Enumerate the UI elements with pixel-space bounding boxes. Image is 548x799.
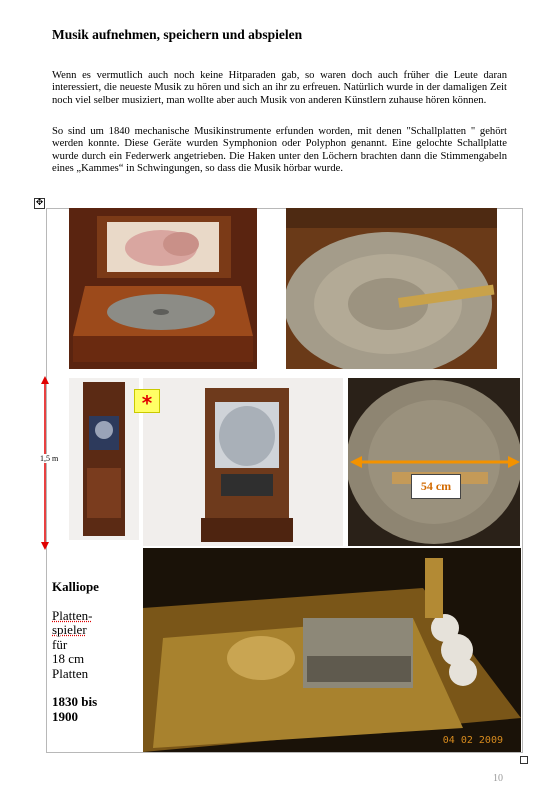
- caption-title: Kalliope: [52, 579, 99, 594]
- table-resize-handle[interactable]: [520, 756, 528, 764]
- caption-line-1: Platten-: [52, 607, 93, 623]
- kalliope-caption: [52, 580, 99, 724]
- caption-years-1: 1830 bis: [52, 694, 98, 709]
- page-number: 10: [493, 773, 503, 784]
- height-label: 1,5 m: [40, 454, 59, 463]
- diameter-label: 54 cm: [411, 474, 461, 499]
- caption-line-5: Platten: [52, 665, 89, 681]
- caption-line-4: 18 cm: [52, 651, 85, 666]
- caption-years-2: 1900: [52, 708, 78, 724]
- caption-line-3: für: [52, 636, 68, 652]
- diameter-arrow: [350, 455, 520, 469]
- tall-cabinet-photo: [69, 378, 139, 540]
- height-measure-arrow: [38, 376, 52, 550]
- photo-date-stamp: 04 02 2009: [442, 735, 503, 746]
- asterisk-marker: *: [134, 389, 160, 413]
- page-heading: Musik aufnehmen, speichern und abspielen: [52, 27, 303, 42]
- history-paragraph: So sind um 1840 mechanische Musikinstrumente erfunden worden, mit denen "Schallplatten " gehört werden konnte. Diese Geräte wurden Symphonion oder Polyphon genannt. Eine gelochte Schallplatte wurde durch ein Federwerk angetrieben. Die Haken unter den Löchern brachten dann die Stimmengabeln eines „Kammes“ in Schwingungen, so dass die Musik hörbar wurde.: [52, 126, 507, 174]
- intro-paragraph: Wenn es vermutlich auch noch keine Hitparaden gab, so waren doch auch früher die Leute daran interessiert, die neueste Musik zu hören und sich an ihr zu erfreuen. Natürlich wurde in der damaligen Zeit noch viel selber musiziert, man wollte aber auch Musik von anderen Künstlern zuhause hören können.: [52, 70, 507, 106]
- symphonion-stand-photo: [143, 378, 343, 546]
- kalliope-mechanism-photo: [143, 548, 521, 752]
- table-move-handle[interactable]: ✥: [35, 198, 44, 208]
- disc-closeup-photo: [286, 208, 497, 369]
- music-box-open-lid-photo: [69, 208, 257, 369]
- caption-line-2: spieler: [52, 622, 87, 637]
